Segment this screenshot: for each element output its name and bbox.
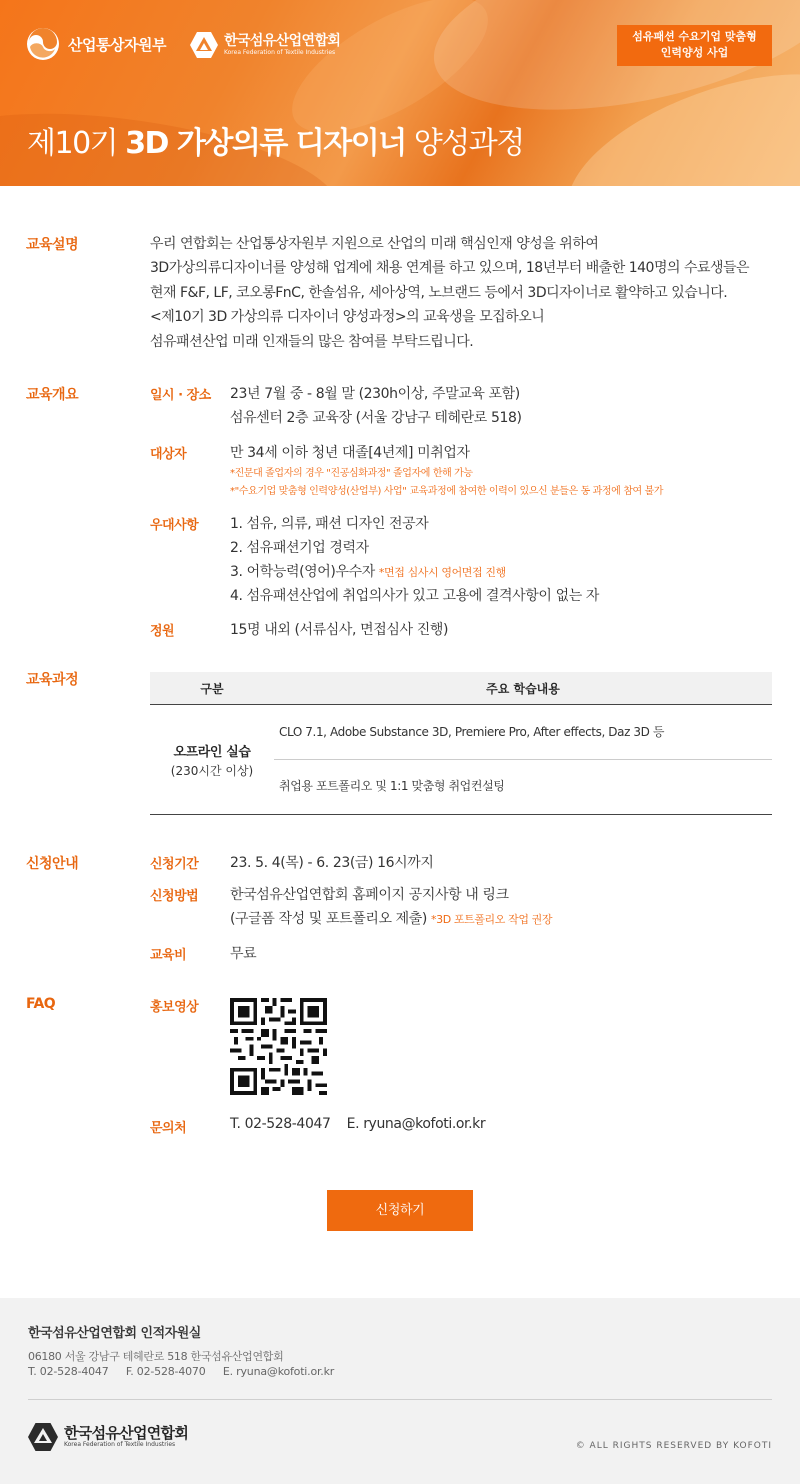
target-label: 대상자 xyxy=(150,447,187,462)
ministry-logo xyxy=(26,27,166,61)
footer-logo xyxy=(28,1422,188,1452)
method-note: *3D 포트폴리오 작업 권장 xyxy=(431,913,553,926)
title-bold: 3D 가상의류 디자이너 xyxy=(125,126,406,161)
preference-item: 1. 섬유, 의류, 패션 디자인 전공자 xyxy=(230,516,429,532)
section-label-apply: 신청안내 xyxy=(26,856,79,872)
footer xyxy=(0,1298,800,1484)
target-note: *진문대 졸업자의 경우 "진공심화과정" 졸업자에 한해 가능 xyxy=(230,468,473,479)
course-content: CLO 7.1, Adobe Substance 3D, Premiere Pro, After effects, Daz 3D 등 xyxy=(279,725,665,739)
description-line: 3D가상의류디자이너를 양성해 업계에 채용 연계를 하고 있으며, 18년부터 배출한 140명의 수료생들은 xyxy=(150,260,750,277)
description-text xyxy=(150,232,780,354)
qr-code-icon[interactable] xyxy=(230,998,327,1095)
method-text: 한국섬유산업연합회 홈페이지 공지사항 내 링크 xyxy=(230,887,509,903)
column-header: 주요 학습내용 xyxy=(486,681,560,696)
title-suffix: 양성과정 xyxy=(413,126,524,161)
description-line: <제10기 3D 가상의류 디자이너 양성과정>의 교육생을 모집하오니 xyxy=(150,309,545,326)
contact-label: 문의처 xyxy=(150,1121,187,1136)
period-text: 23. 5. 4(목) - 6. 23(금) 16시까지 xyxy=(230,855,434,871)
table-header xyxy=(150,672,772,705)
taegeuk-icon xyxy=(26,27,60,61)
column-header: 구분 xyxy=(200,681,224,696)
contact-text: T. 02-528-4047 E. ryuna@kofoti.or.kr xyxy=(230,1116,486,1132)
kofoti-logo xyxy=(190,31,340,59)
category-name: 오프라인 실습 xyxy=(173,745,251,760)
footer-org: 한국섬유산업연합회 인적자원실 xyxy=(28,1326,201,1341)
program-badge xyxy=(617,25,772,66)
promo-video-label: 홍보영상 xyxy=(150,1000,199,1015)
category-hours: (230시간 이상) xyxy=(170,764,254,778)
title-prefix: 제10기 xyxy=(27,126,118,161)
description-line: 현재 F&F, LF, 코오롱FnC, 한솔섬유, 세아상역, 노브랜드 등에서 3D디자이너로 활약하고 있습니다. xyxy=(150,284,728,301)
footer-address: 06180 서울 강남구 테헤란로 518 한국섬유산업연합회 xyxy=(28,1350,284,1363)
preference-item: 2. 섬유패션기업 경력자 xyxy=(230,540,369,556)
apply-button[interactable]: 신청하기 xyxy=(327,1190,473,1231)
footer-logo-name: 한국섬유산업연합회 xyxy=(64,1424,189,1442)
footer-divider xyxy=(28,1399,772,1400)
method-text-2 xyxy=(230,908,552,928)
footer-logo-name-en: Korea Federation of Textile Industries xyxy=(64,1441,176,1448)
section-label-overview: 교육개요 xyxy=(26,387,79,403)
page-title xyxy=(27,118,524,162)
footer-contact xyxy=(28,1365,348,1378)
schedule-label: 일시 · 장소 xyxy=(150,388,211,403)
preference-note: *면접 심사시 영어면접 진행 xyxy=(378,566,506,579)
copyright: © ALL RIGHTS RESERVED BY KOFOTI xyxy=(575,1441,772,1451)
footer-email[interactable]: E. ryuna@kofoti.or.kr xyxy=(222,1365,335,1378)
capacity-text: 15명 내외 (서류심사, 면접심사 진행) xyxy=(230,622,449,638)
target-text: 만 34세 이하 청년 대졸[4년제] 미취업자 xyxy=(230,445,470,461)
section-label-course: 교육과정 xyxy=(26,672,79,688)
preference-item: 3. 어학능력(영어)우수자 xyxy=(230,564,375,580)
schedule-date: 23년 7월 중 - 8월 말 (230h이상, 주말교육 포함) xyxy=(230,386,520,402)
row-divider xyxy=(274,759,772,760)
kofoti-name-en: Korea Federation of Textile Industries xyxy=(224,48,336,56)
footer-fax: F. 02-528-4070 xyxy=(125,1365,206,1378)
kofoti-hexagon-icon xyxy=(28,1422,58,1452)
kofoti-name: 한국섬유산업연합회 xyxy=(224,32,341,49)
table-row xyxy=(150,705,772,815)
description-line: 섬유패션산업 미래 인재들의 많은 참여를 부탁드립니다. xyxy=(150,333,474,350)
target-note: *"수요기업 맞춤형 인력양성(산업부) 사업" 교육과정에 참여한 이력이 있으신 분들은 동 과정에 참여 불가 xyxy=(230,486,664,497)
schedule-place: 섬유센터 2층 교육장 (서울 강남구 테헤란로 518) xyxy=(230,410,522,426)
ministry-name: 산업통상자원부 xyxy=(68,35,166,54)
fee-label: 교육비 xyxy=(150,948,187,963)
badge-line: 섬유패션 수요기업 맞춤형 xyxy=(632,30,757,43)
section-label-faq: FAQ xyxy=(26,996,56,1012)
method-label: 신청방법 xyxy=(150,889,199,904)
capacity-label: 정원 xyxy=(150,624,175,639)
period-label: 신청기간 xyxy=(150,857,199,872)
course-table xyxy=(150,672,772,815)
method-detail: (구글폼 작성 및 포트폴리오 제출) xyxy=(230,911,427,927)
preference-item: 4. 섬유패션산업에 취업의사가 있고 고용에 결격사항이 없는 자 xyxy=(230,588,600,604)
preference-item-3 xyxy=(230,561,506,581)
footer-phone: T. 02-528-4047 xyxy=(28,1365,109,1378)
section-label-description: 교육설명 xyxy=(26,237,79,253)
hero-banner xyxy=(0,0,800,186)
badge-line: 인력양성 사업 xyxy=(660,46,729,59)
fee-text: 무료 xyxy=(230,946,257,962)
preference-label: 우대사항 xyxy=(150,518,199,533)
description-line: 우리 연합회는 산업통상자원부 지원으로 산업의 미래 핵심인재 양성을 위하여 xyxy=(150,236,599,252)
kofoti-hexagon-icon xyxy=(190,31,218,59)
course-content: 취업용 포트폴리오 및 1:1 맞춤형 취업컨설팅 xyxy=(279,779,505,793)
course-category xyxy=(150,705,274,815)
